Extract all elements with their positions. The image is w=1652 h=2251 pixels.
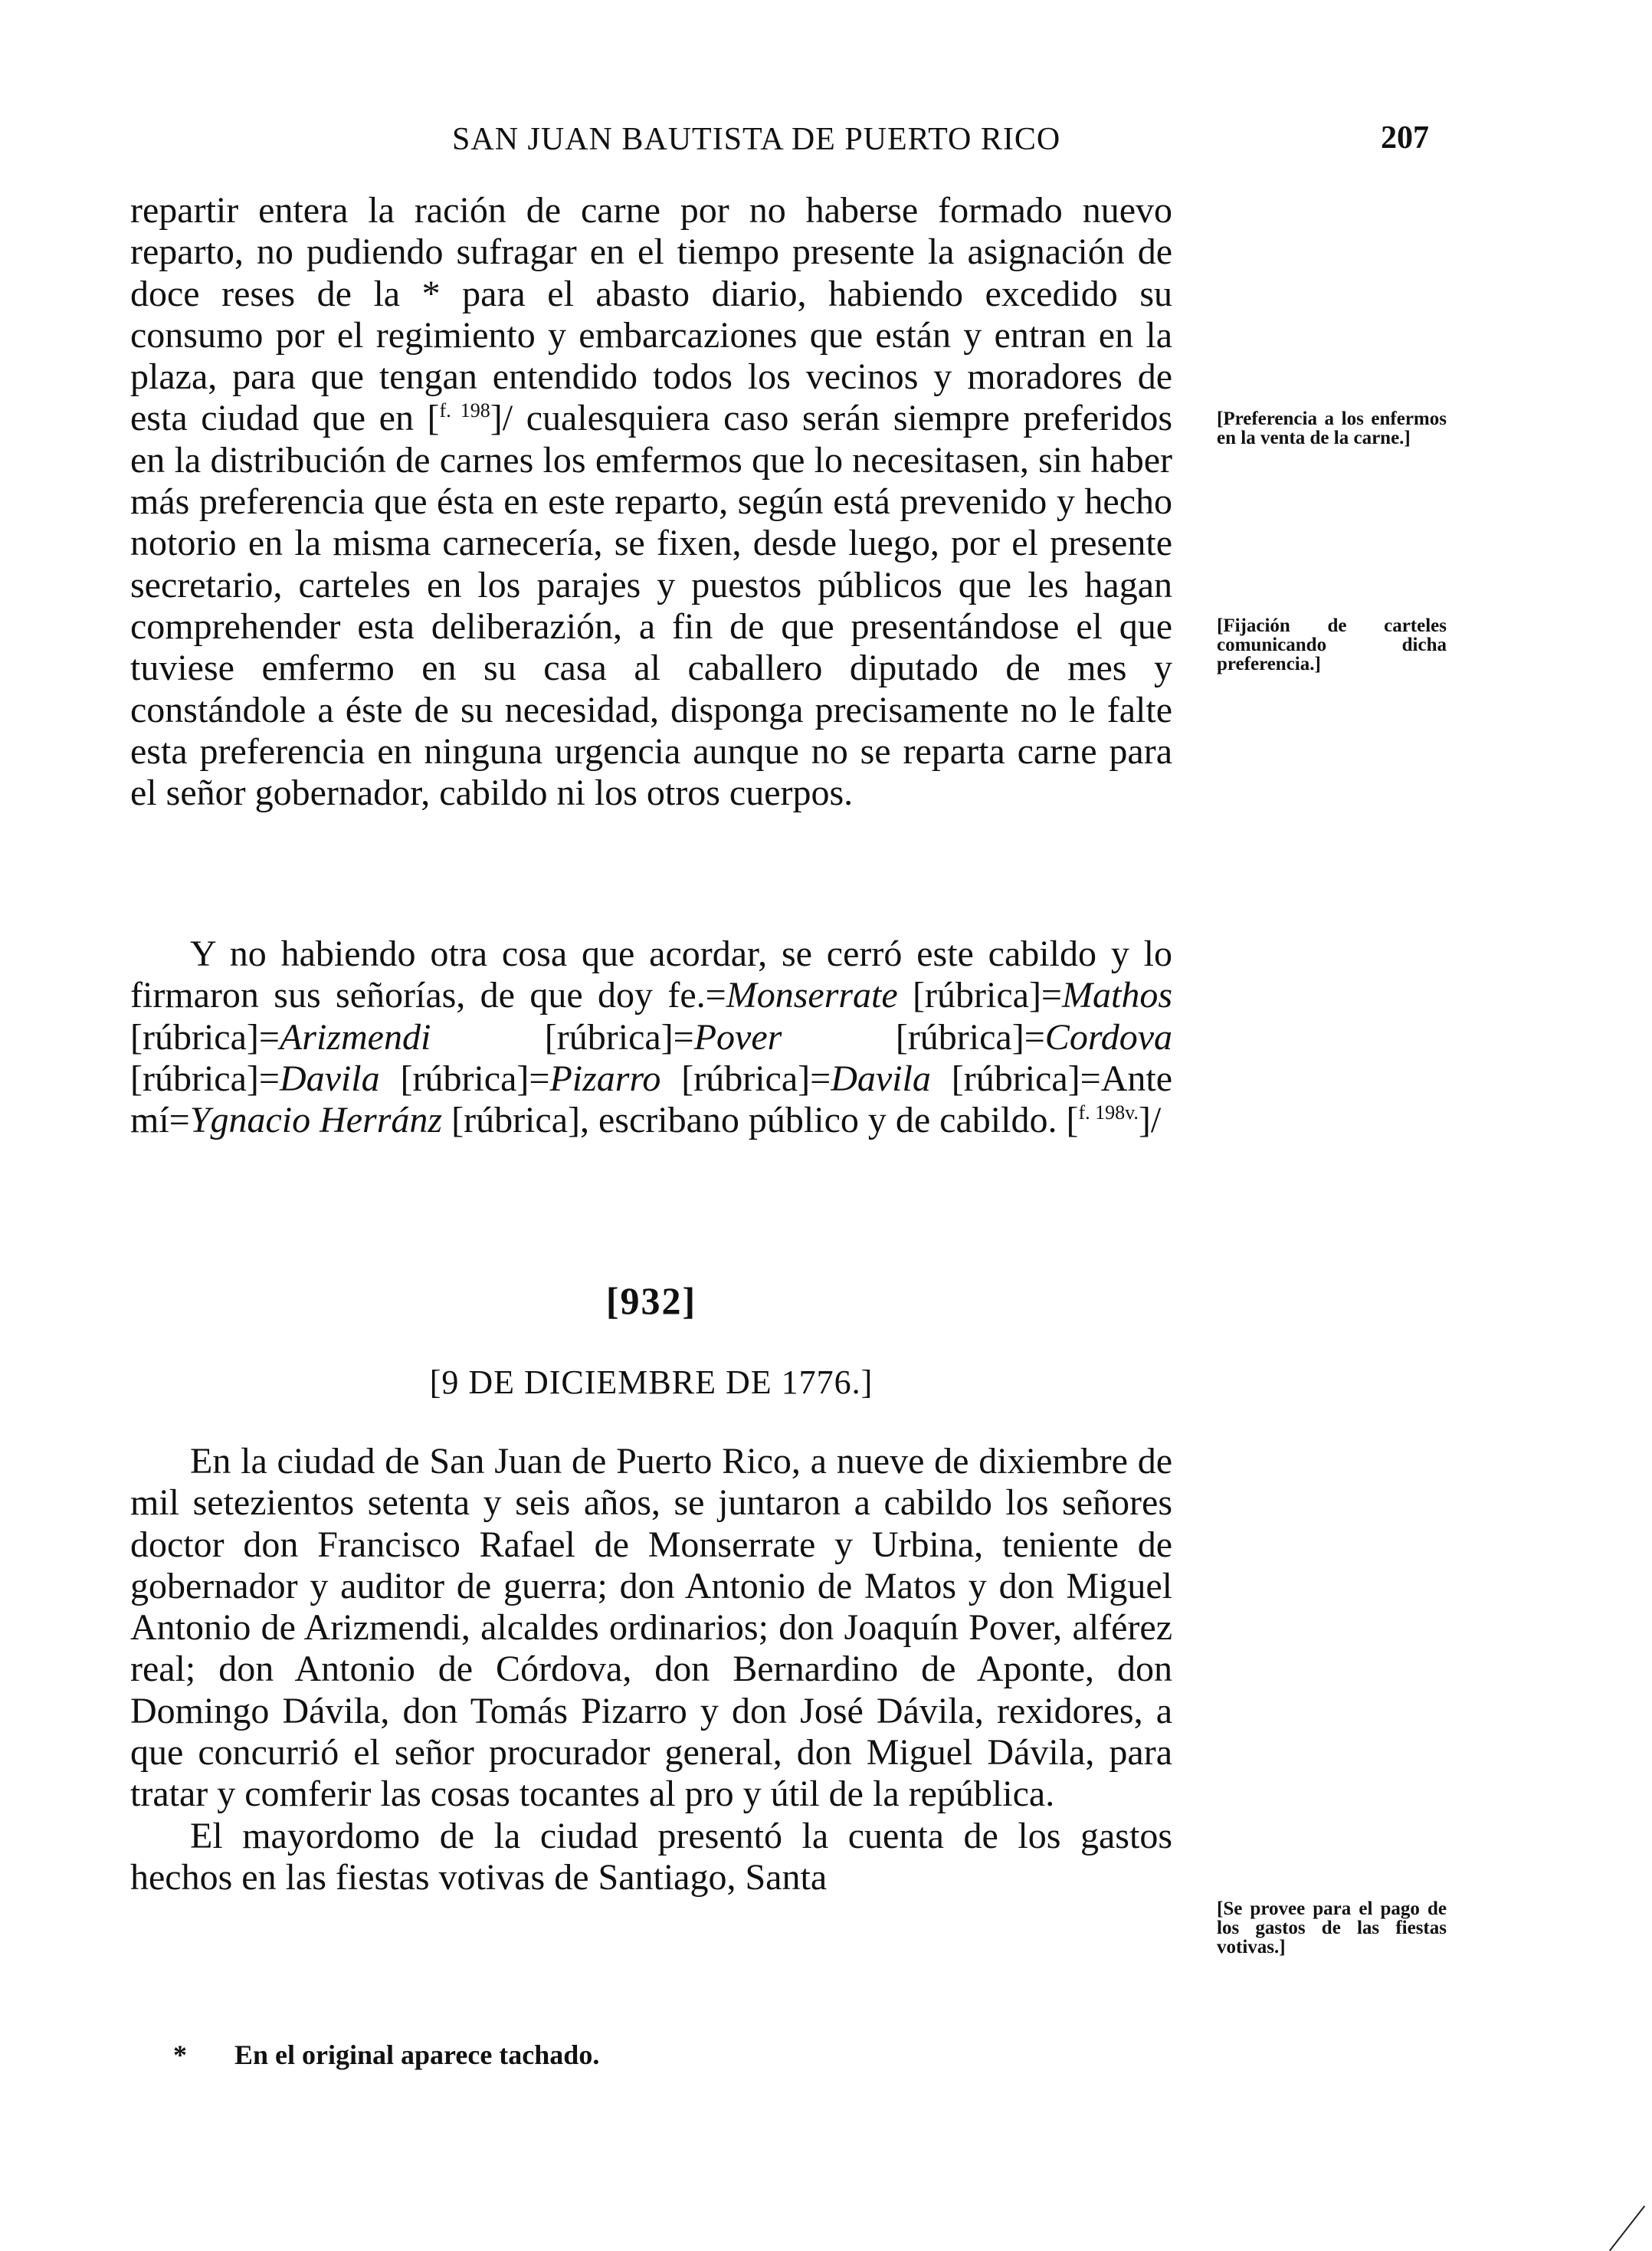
- document-number: [932]: [605, 1279, 697, 1322]
- text-run: [rúbrica]=: [897, 975, 1063, 1016]
- signature-name: Mathos: [1062, 975, 1173, 1016]
- text-run: repartir entera la ración de carne por no haberse formado nuevo reparto, no pudiendo sufragar en el tiempo presente la asignación de doce reses de la * para el abasto diario, habiendo excedido su consumo por el regimiento y embarcaziones que están y entran en la plaza, para que tengan entendido todos los vecinos y moradores de esta ciudad que en [: [130, 190, 1172, 439]
- folio-reference: f. 198: [439, 399, 490, 422]
- document-date: [9 DE DICIEMBRE DE 1776.]: [429, 1363, 874, 1401]
- signature-name: Arizmendi: [279, 1016, 431, 1058]
- scan-artifact-slash: [1609, 2206, 1645, 2251]
- text-run: Y no habiendo otra cosa que acordar, se cerró este cabildo y lo firmaron sus señorías, de que doy fe.=: [130, 934, 1172, 1016]
- signature-name: Pover: [693, 1016, 782, 1058]
- text-run: [rúbrica]=: [130, 1058, 280, 1099]
- body-text-continuation: [130, 190, 1172, 814]
- text-run: ]/: [1138, 1100, 1162, 1141]
- paragraph: En la ciudad de San Juan de Puerto Rico, a nueve de dixiembre de mil setezientos setenta y seis años, se juntaron a cabildo los señores doctor don Francisco Rafael de Monserrate y Urbina, teniente de gobernador y auditor de guerra; don Antonio de Matos y don Miguel Antonio de Arizmendi, alcaldes ordinarios; don Joaquín Pover, alférez real; don Antonio de Córdova, don Bernardino de Aponte, don Domingo Dávila, don Tomás Pizarro y don José Dávila, rexidores, a que concurrió el señor procurador general, don Miguel Dávila, para tratar y comferir las cosas tocantes al pro y útil de la república.: [130, 1441, 1172, 1815]
- running-head: SAN JUAN BAUTISTA DE PUERTO RICO: [452, 122, 1061, 157]
- margin-note: [Preferencia a los enfermos en la venta de la carne.]: [1217, 409, 1447, 448]
- signature-name: Davila: [279, 1058, 380, 1099]
- signature-name: Davila: [831, 1058, 931, 1099]
- margin-note: [Fijación de carteles comunicando dicha preferencia.]: [1217, 615, 1447, 674]
- signature-name: Pizarro: [549, 1058, 661, 1099]
- signature-name: Monserrate: [726, 975, 898, 1016]
- folio-reference: f. 198v.: [1078, 1101, 1139, 1124]
- text-run: [rúbrica], escribano público y de cabildo. [: [442, 1100, 1079, 1141]
- text-run: [rúbrica]=Ante mí=: [130, 1058, 1172, 1141]
- text-run: [rúbrica]=: [431, 1016, 694, 1058]
- page-number: 207: [1381, 120, 1429, 156]
- text-run: [rúbrica]=: [782, 1016, 1045, 1058]
- document-body: [130, 1441, 1172, 1898]
- footnote-mark: *: [173, 2039, 187, 2070]
- text-run: [rúbrica]=: [379, 1058, 550, 1099]
- footnote: [173, 2039, 599, 2071]
- text-run: [rúbrica]=: [130, 1016, 280, 1058]
- closing-paragraph: [130, 934, 1172, 1141]
- signature-name: Ygnacio Herránz: [189, 1100, 443, 1141]
- paragraph: [130, 934, 1172, 1141]
- text-run: [rúbrica]=: [660, 1058, 831, 1099]
- paragraph: [130, 190, 1172, 814]
- margin-note: [Se provee para el pago de los gastos de las fiestas votivas.]: [1217, 1898, 1447, 1957]
- text-run: ]/ cualesquiera caso serán siempre preferidos en la distribución de carnes los emfermos que lo necesitasen, sin haber más preferencia que ésta en este reparto, según está prevenido y hecho notorio en la misma carnecería, se fixen, desde luego, por el presente secretario, carteles en los parajes y puestos públicos que les hagan comprehender esta deliberazión, a fin de que presentándose el que tuviese emfermo en su casa al caballero diputado de mes y constándole a éste de su necesidad, disponga precisamente no le falte esta preferencia en ninguna urgencia aunque no se reparta carne para el señor gobernador, cabildo ni los otros cuerpos.: [130, 398, 1172, 814]
- paragraph: El mayordomo de la ciudad presentó la cuenta de los gastos hechos en las fiestas votivas de Santiago, Santa: [130, 1815, 1172, 1898]
- signature-name: Cordova: [1044, 1016, 1173, 1058]
- footnote-text: En el original aparece tachado.: [234, 2039, 600, 2070]
